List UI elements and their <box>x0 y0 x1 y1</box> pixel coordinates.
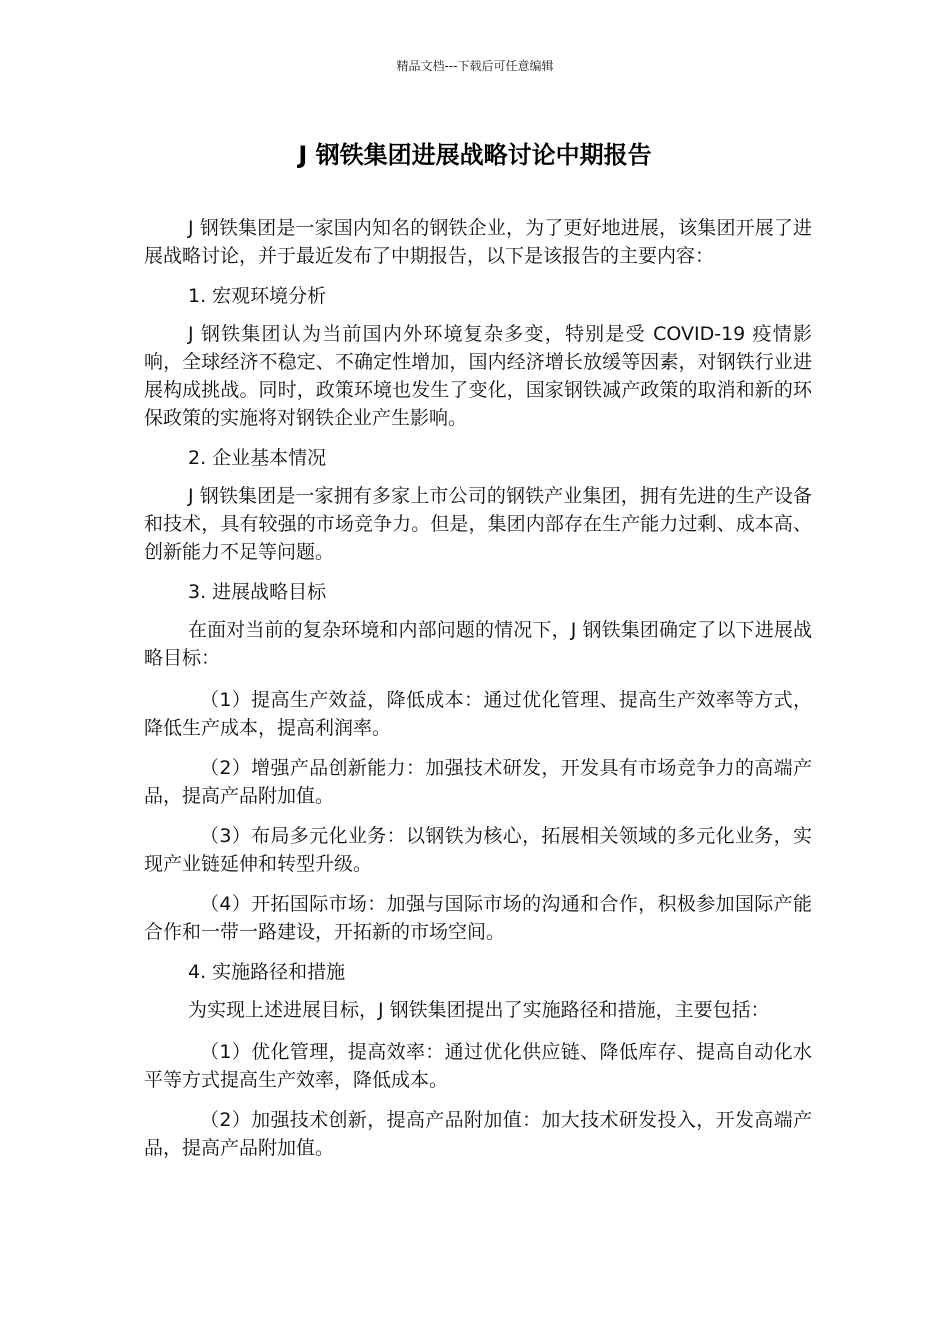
intro-paragraph: J 钢铁集团是一家国内知名的钢铁企业，为了更好地进展，该集团开展了进展战略讨论，并于最近发布了中期报告，以下是该报告的主要内容： <box>144 217 812 267</box>
goal-item-2: （2）增强产品创新能力：加强技术研发，开发具有市场竞争力的高端产品，提高产品附加值。 <box>144 757 812 807</box>
measure-item-1: （1）优化管理，提高效率：通过优化供应链、降低库存、提高自动化水平等方式提高生产效率，降低成本。 <box>144 1041 812 1091</box>
section-heading-3: 3. 进展战略目标 <box>188 581 327 603</box>
header-note: 精品文档---下载后可任意编辑 <box>396 59 554 73</box>
section-2-paragraph: J 钢铁集团是一家拥有多家上市公司的钢铁产业集团，拥有先进的生产设备和技术，具有较强的市场竞争力。但是，集团内部存在生产能力过剩、成本高、创新能力不足等问题。 <box>144 485 812 563</box>
goal-item-3: （3）布局多元化业务：以钢铁为核心，拓展相关领域的多元化业务，实现产业链延伸和转型升级。 <box>144 825 812 875</box>
section-1-paragraph: J 钢铁集团认为当前国内外环境复杂多变，特别是受 COVID-19 疫情影响，全球经济不稳定、不确定性增加，国内经济增长放缓等因素，对钢铁行业进展构成挑战。同时，政策环境也发生了变化，国家钢铁减产政策的取消和新的环保政策的实施将对钢铁企业产生影响。 <box>144 323 812 429</box>
document-body <box>144 214 812 1162</box>
document-title: J 钢铁集团进展战略讨论中期报告 <box>298 141 652 169</box>
section-4-paragraph: 为实现上述进展目标，J 钢铁集团提出了实施路径和措施，主要包括： <box>188 999 770 1021</box>
section-heading-2: 2. 企业基本情况 <box>188 447 327 469</box>
goal-item-4: （4）开拓国际市场：加强与国际市场的沟通和合作，积极参加国际产能合作和一带一路建设，开拓新的市场空间。 <box>144 893 812 943</box>
section-heading-4: 4. 实施路径和措施 <box>188 961 346 983</box>
section-heading-1: 1. 宏观环境分析 <box>188 285 327 307</box>
goal-item-1: （1）提高生产效益，降低成本：通过优化管理、提高生产效率等方式，降低生产成本，提高利润率。 <box>144 689 812 739</box>
section-3-paragraph: 在面对当前的复杂环境和内部问题的情况下，J 钢铁集团确定了以下进展战略目标： <box>144 619 812 669</box>
measure-item-2: （2）加强技术创新，提高产品附加值：加大技术研发投入，开发高端产品，提高产品附加值。 <box>144 1109 812 1159</box>
